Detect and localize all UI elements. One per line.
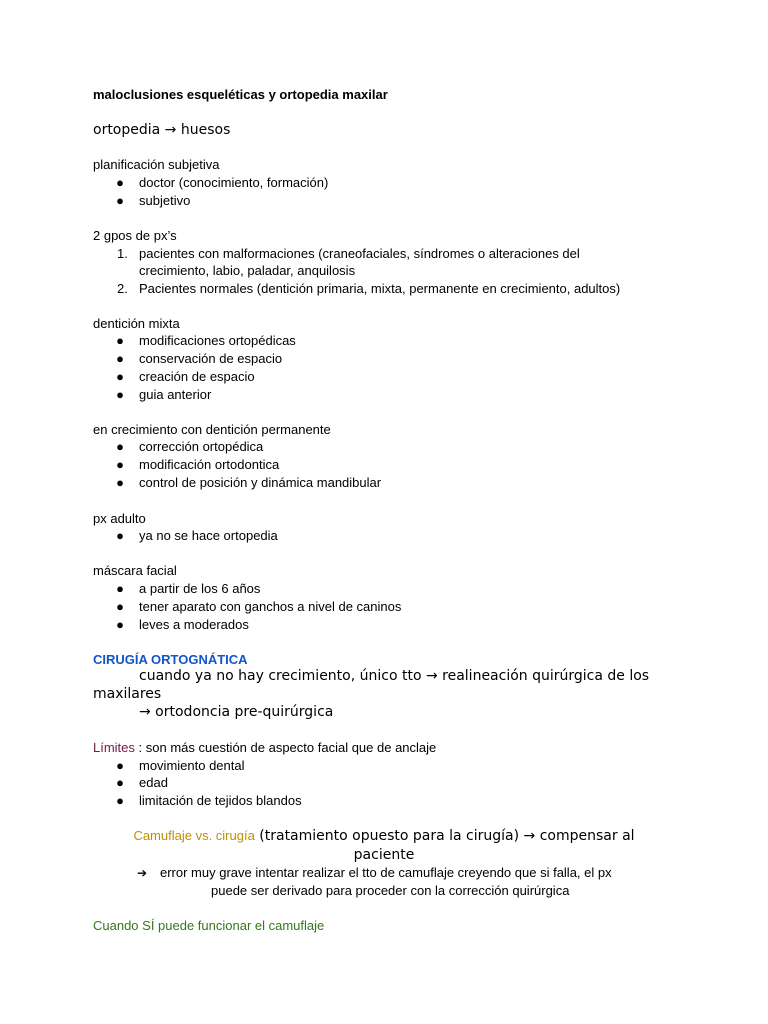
bullet: ● [116,369,124,384]
bullet: ● [116,528,124,543]
bullet: ● [116,457,124,472]
bullet: ● [116,351,124,366]
list-item: tener aparato con ganchos a nivel de caninos [139,599,402,614]
gpos-heading: 2 gpos de px’s [93,228,177,243]
ortopedia-line: ortopedia → huesos [93,122,231,138]
cirugia-line: maxilares [93,686,162,702]
bullet: ● [116,581,124,596]
limites-label: Límites [93,740,135,755]
mascara-heading: máscara facial [93,563,177,578]
funciona-heading: Cuando SÍ puede funcionar el camuflaje [93,918,325,933]
plan-heading: planificación subjetiva [93,157,220,172]
list-item: pacientes con malformaciones (craneofaciales, síndromes o alteraciones del [139,246,580,261]
list-item: guia anterior [139,387,212,402]
bullet: ● [116,758,124,773]
bullet: ● [116,175,124,190]
bullet: ● [116,333,124,348]
camuflaje-line [93,827,675,845]
adulto-heading: px adulto [93,511,146,526]
list-item: conservación de espacio [139,351,283,366]
list-number: 2. [117,281,128,296]
list-item: modificación ortodontica [139,457,280,472]
bullet: ● [116,599,124,614]
list-item: limitación de tejidos blandos [139,793,302,808]
camuflaje-text: (tratamiento opuesto para la cirugía) → compensar al [254,828,635,844]
cirugia-line: cuando ya no hay crecimiento, único tto → realineación quirúrgica de los [139,668,650,684]
list-item: movimiento dental [139,758,245,773]
camuflaje-line2: paciente [353,847,415,863]
camuflaje-note: error muy grave intentar realizar el tto de camuflaje creyendo que si falla, el px [160,865,612,880]
list-item: doctor (conocimiento, formación) [139,175,329,190]
arrow-bullet-icon: ➔ [137,866,148,880]
list-item: subjetivo [139,193,191,208]
bullet: ● [116,439,124,454]
list-item-continuation: crecimiento, labio, paladar, anquilosis [139,263,356,278]
list-item: corrección ortopédica [139,439,264,454]
bullet: ● [116,793,124,808]
list-item: modificaciones ortopédicas [139,333,296,348]
limites-line [93,739,436,757]
permanente-heading: en crecimiento con dentición permanente [93,422,331,437]
list-item: ya no se hace ortopedia [139,528,278,543]
bullet: ● [116,193,124,208]
limites-text: : son más cuestión de aspecto facial que de anclaje [134,740,437,755]
mixta-heading: dentición mixta [93,316,180,331]
cirugia-line: → ortodoncia pre-quirúrgica [139,704,334,720]
cirugia-heading: CIRUGÍA ORTOGNÁTICA [93,652,248,667]
camuflaje-note-continuation: puede ser derivado para proceder con la corrección quirúrgica [211,883,570,898]
bullet: ● [116,775,124,790]
bullet: ● [116,617,124,632]
list-item: control de posición y dinámica mandibular [139,475,382,490]
list-item: edad [139,775,168,790]
list-item: leves a moderados [139,617,249,632]
list-item: Pacientes normales (dentición primaria, mixta, permanente en crecimiento, adultos) [139,281,621,296]
list-item: creación de espacio [139,369,255,384]
document-title: maloclusiones esqueléticas y ortopedia maxilar [93,87,388,102]
bullet: ● [116,475,124,490]
list-item: a partir de los 6 años [139,581,261,596]
camuflaje-label: Camuflaje vs. cirugía [133,828,255,843]
list-number: 1. [117,246,128,261]
bullet: ● [116,387,124,402]
